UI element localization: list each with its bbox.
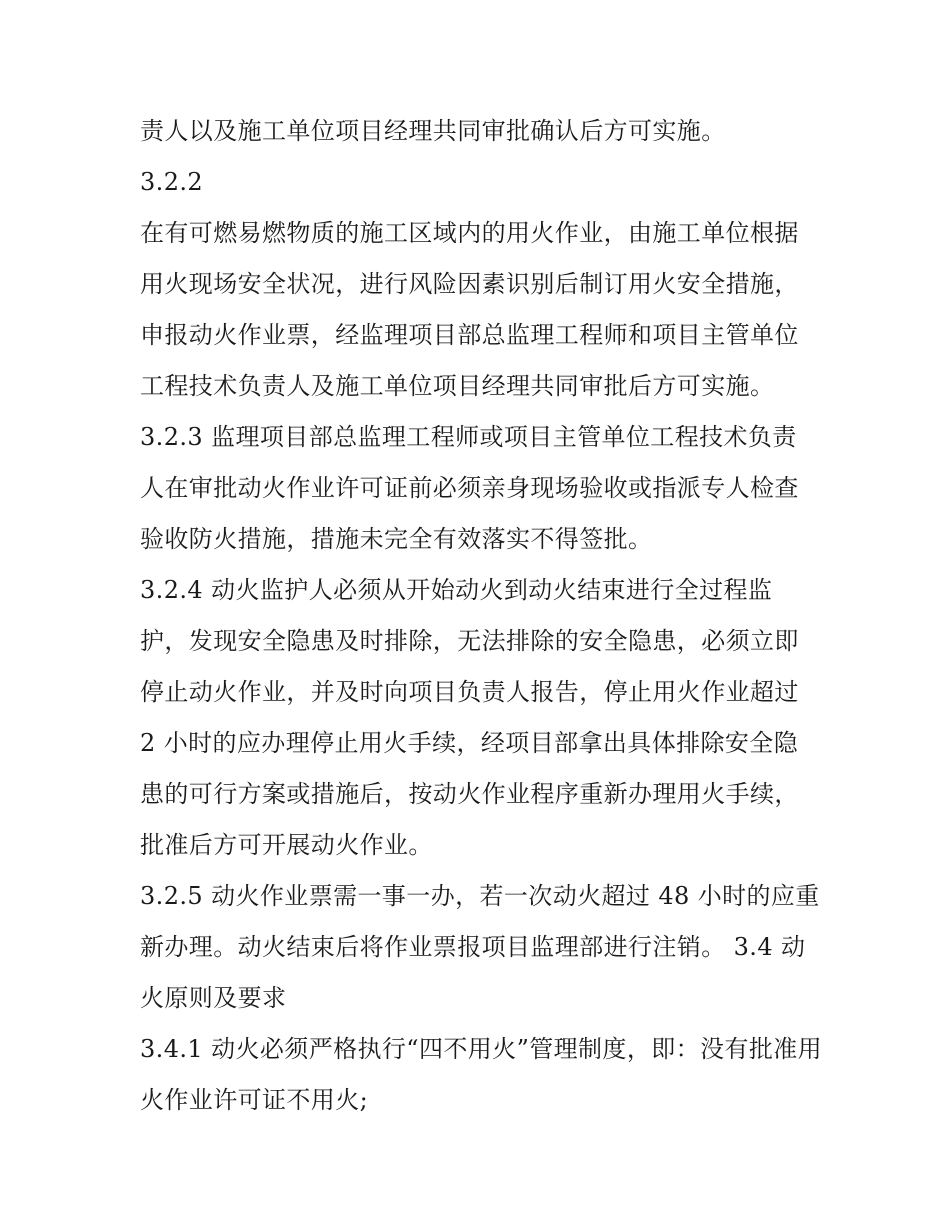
text-line-18: 火原则及要求 [140, 984, 287, 1012]
text-line-17: 新办理。动火结束后将作业票报项目监理部进行注销。 3.4 动 [140, 933, 806, 961]
text-line-12: 停止动火作业，并及时向项目负责人报告，停止用火作业超过 [140, 678, 799, 706]
text-line-19: 3.4.1 动火必须严格执行“四不用火”管理制度，即：没有批准用 [140, 1035, 823, 1063]
text-line-6: 工程技术负责人及施工单位项目经理共同审批后方可实施。 [140, 372, 775, 400]
text-line-5: 申报动火作业票，经监理项目部总监理工程师和项目主管单位 [140, 321, 799, 349]
text-line-11: 护，发现安全隐患及时排除，无法排除的安全隐患，必须立即 [140, 627, 799, 655]
text-line-8: 人在审批动火作业许可证前必须亲身现场验收或指派专人检查 [140, 474, 799, 502]
text-line-16: 3.2.5 动火作业票需一事一办，若一次动火超过 48 小时的应重 [140, 882, 820, 910]
text-line-3: 在有可燃易燃物质的施工区域内的用火作业，由施工单位根据 [140, 219, 799, 247]
text-line-13: 2 小时的应办理停止用火手续，经项目部拿出具体排除安全隐 [140, 729, 799, 757]
text-line-20: 火作业许可证不用火; [140, 1086, 369, 1114]
text-line-10: 3.2.4 动火监护人必须从开始动火到动火结束进行全过程监 [140, 576, 773, 604]
text-line-1: 责人以及施工单位项目经理共同审批确认后方可实施。 [140, 117, 726, 145]
text-line-15: 批准后方可开展动火作业。 [140, 831, 433, 859]
text-line-4: 用火现场安全状况，进行风险因素识别后制订用火安全措施， [140, 270, 799, 298]
document-page [140, 106, 823, 1126]
text-line-9: 验收防火措施，措施未完全有效落实不得签批。 [140, 525, 653, 553]
text-line-14: 患的可行方案或措施后，按动火作业程序重新办理用火手续， [140, 780, 799, 808]
text-line-7: 3.2.3 监理项目部总监理工程师或项目主管单位工程技术负责 [140, 423, 797, 451]
section-number-3-2-2: 3.2.2 [140, 168, 204, 196]
